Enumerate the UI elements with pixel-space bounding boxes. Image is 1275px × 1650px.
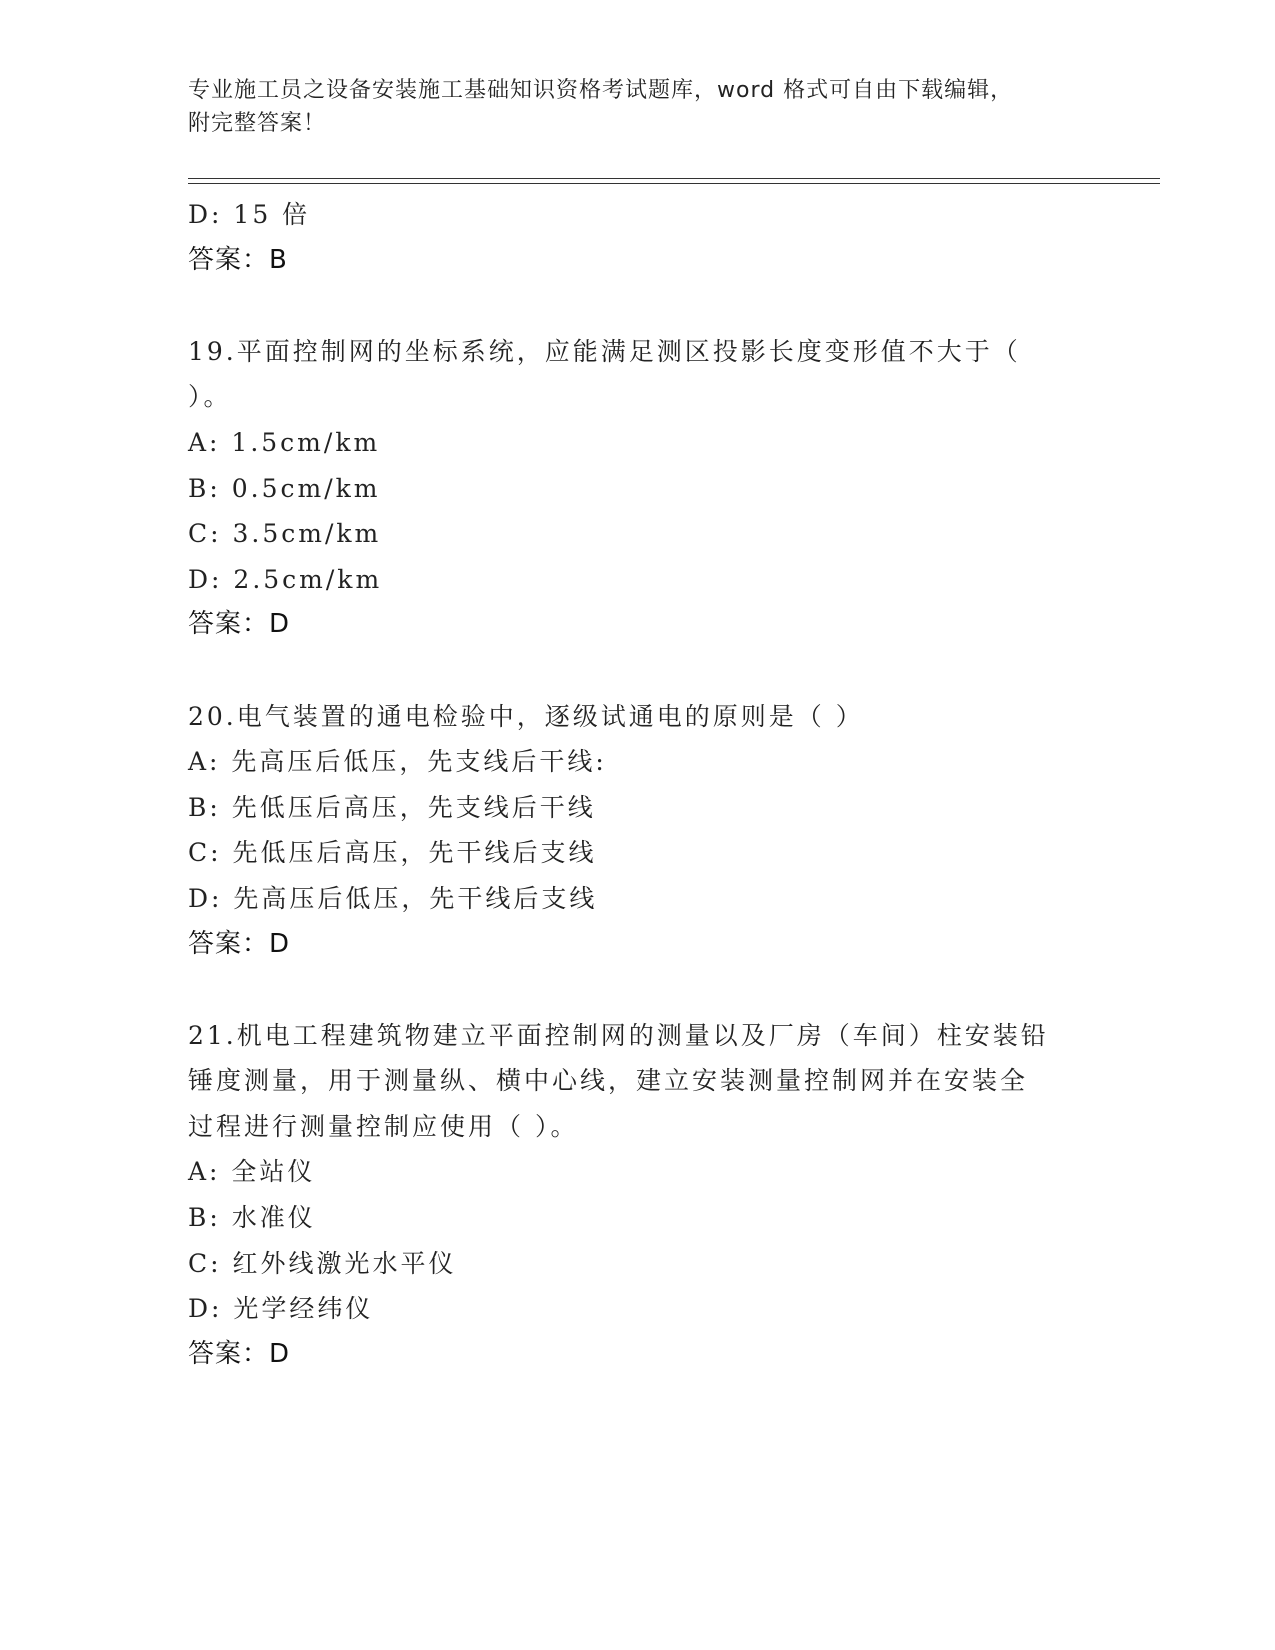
spacer bbox=[188, 648, 1088, 694]
answer: 答案：D bbox=[188, 609, 291, 640]
header-line-2: 附完整答案！ bbox=[188, 111, 327, 136]
spacer bbox=[188, 283, 1088, 329]
question-21 bbox=[188, 1013, 1088, 1378]
option-b: B: 0.5cm/km bbox=[188, 473, 381, 503]
option-c: C: 先低压后高压，先干线后支线 bbox=[188, 838, 597, 868]
document-header bbox=[188, 74, 1088, 140]
header-divider-bottom bbox=[188, 183, 1160, 184]
question-20 bbox=[188, 694, 1088, 968]
spacer bbox=[188, 967, 1088, 1013]
answer: 答案：D bbox=[188, 928, 291, 959]
option-d: D: 先高压后低压，先干线后支线 bbox=[188, 883, 598, 913]
header-divider-top bbox=[188, 178, 1160, 179]
question-list bbox=[188, 192, 1088, 1377]
answer: 答案：D bbox=[188, 1338, 291, 1369]
option-a: A: 先高压后低压，先支线后干线: bbox=[188, 747, 607, 777]
option-b: B: 水准仪 bbox=[188, 1203, 316, 1233]
prev-question-option-d: D: 15 倍 bbox=[188, 200, 311, 229]
question-stem-line: 19.平面控制网的坐标系统，应能满足测区投影长度变形值不大于（ bbox=[188, 336, 1021, 366]
option-a: A: 1.5cm/km bbox=[188, 427, 381, 457]
question-stem-line: 锤度测量，用于测量纵、横中心线，建立安装测量控制网并在安装全 bbox=[188, 1066, 1029, 1096]
option-b: B: 先低压后高压，先支线后干线 bbox=[188, 792, 596, 822]
option-c: C: 3.5cm/km bbox=[188, 519, 382, 549]
question-stem-line: ）。 bbox=[188, 382, 232, 412]
question-stem-line: 20.电气装置的通电检验中，逐级试通电的原则是（ ） bbox=[188, 701, 864, 731]
option-c: C: 红外线激光水平仪 bbox=[188, 1248, 457, 1278]
question-stem-line: 过程进行测量控制应使用（ ）。 bbox=[188, 1111, 579, 1141]
option-a: A: 全站仪 bbox=[188, 1157, 316, 1187]
prev-question-answer: 答案：B bbox=[188, 244, 288, 275]
question-stem-line: 21.机电工程建筑物建立平面控制网的测量以及厂房（车间）柱安装铅 bbox=[188, 1020, 1049, 1050]
header-line-1: 专业施工员之设备安装施工基础知识资格考试题库，word 格式可自由下载编辑， bbox=[188, 78, 1014, 103]
question-19 bbox=[188, 329, 1088, 648]
option-d: D: 光学经纬仪 bbox=[188, 1294, 374, 1324]
option-d: D: 2.5cm/km bbox=[188, 564, 383, 594]
